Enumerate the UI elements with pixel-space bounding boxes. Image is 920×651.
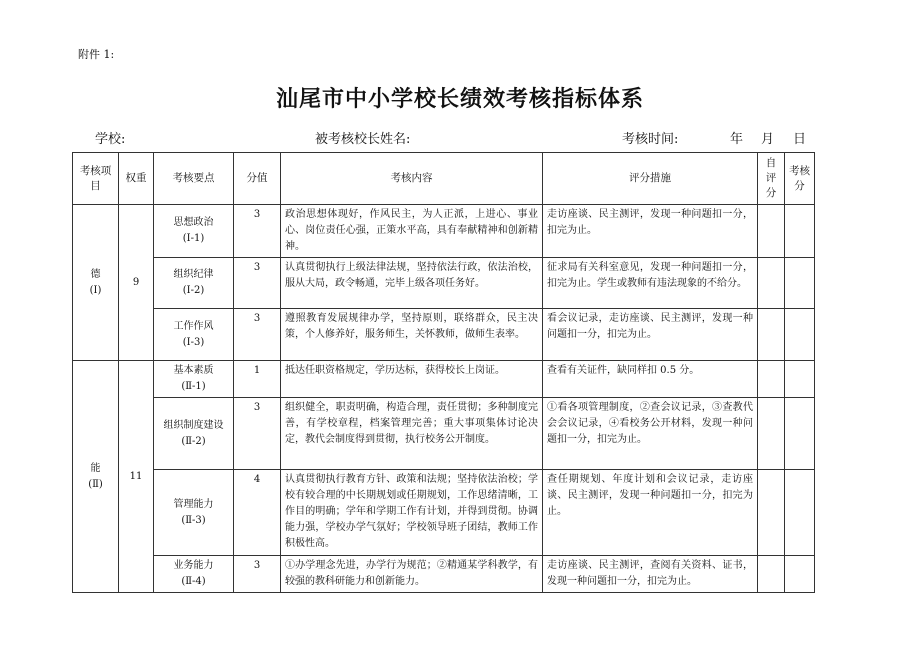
- header-weight: 权重: [119, 153, 154, 205]
- table-row: [73, 398, 815, 470]
- measure-cell: 查任期规划、年度计划和会议记录，走访座谈、民主测评，发现一种问题扣一分，扣完为止。: [543, 470, 758, 556]
- measure-cell: 走访座谈、民主测评，发现一种问题扣一分，扣完为止。: [543, 205, 758, 258]
- year-label: 年: [730, 132, 744, 147]
- header-score: 分值: [234, 153, 281, 205]
- self-score-cell: [758, 361, 785, 398]
- measure-cell: 走访座谈、民主测评，查阅有关资料、证书，发现一种问题扣一分，扣完为止。: [543, 556, 758, 593]
- score-cell: 3: [234, 398, 281, 470]
- weight-cell: 11: [119, 361, 154, 593]
- point-cell: [154, 470, 234, 556]
- point-cell: [154, 556, 234, 593]
- measure-cell: 查看有关证件，缺同样扣 0.5 分。: [543, 361, 758, 398]
- document-title: 汕尾市中小学校长绩效考核指标体系: [275, 86, 644, 112]
- score-cell: 4: [234, 470, 281, 556]
- project-cell: [73, 361, 119, 593]
- point-name: 组织制度建设: [163, 419, 224, 431]
- score-cell: 1: [234, 361, 281, 398]
- content-cell: 政治思想体现好，作风民主，为人正派，上进心、事业心、岗位责任心强，正策水平高，具有奉献精神和创新精神。: [281, 205, 543, 258]
- school-label: 学校:: [95, 132, 126, 147]
- header-self-score: 自评分: [758, 153, 785, 205]
- project-code: (Ⅱ): [88, 478, 103, 490]
- table-row: [73, 258, 815, 309]
- project-name: 能: [90, 462, 101, 474]
- point-cell: [154, 398, 234, 470]
- content-cell: 认真贯彻执行教育方针、政策和法规；坚持依法治校；学校有较合理的中长期规划或任期规划，工作思绪清晰，工作目的明确；学年和学期工作有计划，并得到贯彻。协调能力强，学校办学气氛好；学校领导班子团结，教师工作积极性高。: [281, 470, 543, 556]
- point-code: (Ⅱ-4): [181, 576, 206, 587]
- score-cell: 3: [234, 309, 281, 361]
- assess-score-cell: [785, 470, 815, 556]
- measure-cell: 征求局有关科室意见，发现一种问题扣一分，扣完为止。学生或教师有违法现象的不给分。: [543, 258, 758, 309]
- month-label: 月: [761, 132, 775, 147]
- table-header-row: [73, 153, 815, 205]
- point-code: (Ⅱ-3): [181, 514, 206, 526]
- header-content: 考核内容: [281, 153, 543, 205]
- principal-name-label: 被考核校长姓名:: [315, 132, 411, 147]
- self-score-cell: [758, 258, 785, 309]
- point-code: (Ⅱ-2): [181, 435, 206, 447]
- weight-cell: 9: [119, 205, 154, 361]
- point-cell: [154, 361, 234, 398]
- point-cell: [154, 309, 234, 361]
- table-row: [73, 470, 815, 556]
- assess-score-cell: [785, 309, 815, 361]
- table-row: [73, 556, 815, 593]
- project-name: 德: [90, 268, 101, 280]
- project-cell: [73, 205, 119, 361]
- measure-cell: 看会议记录，走访座谈、民主测评，发现一种问题扣一分，扣完为止。: [543, 309, 758, 361]
- content-cell: 认真贯彻执行上级法律法规，坚持依法行政，依法治校，服从大局，政令畅通，完毕上级各项任务好。: [281, 258, 543, 309]
- header-assess-score: 考核分: [785, 153, 815, 205]
- header-measures: 评分措施: [543, 153, 758, 205]
- point-code: (Ⅰ-1): [182, 233, 205, 244]
- assess-score-cell: [785, 258, 815, 309]
- assess-score-cell: [785, 361, 815, 398]
- header-project: 考核项目: [73, 153, 119, 205]
- content-cell: ①办学理念先进，办学行为规范；②精通某学科教学，有较强的教科研能力和创新能力。: [281, 556, 543, 593]
- assess-score-cell: [785, 556, 815, 593]
- assessment-time-label: 考核时间:: [622, 132, 679, 147]
- point-name: 管理能力: [173, 498, 214, 510]
- self-score-cell: [758, 309, 785, 361]
- content-cell: 抵达任职资格规定，学历达标，获得校长上岗证。: [281, 361, 543, 398]
- point-cell: [154, 258, 234, 309]
- assess-score-cell: [785, 398, 815, 470]
- score-cell: 3: [234, 205, 281, 258]
- attachment-label: 附件 1:: [78, 48, 115, 61]
- assessment-table: [72, 152, 815, 593]
- point-code: (Ⅰ-3): [182, 336, 205, 348]
- project-code: (Ⅰ): [89, 284, 102, 296]
- self-score-cell: [758, 470, 785, 556]
- table-row: [73, 205, 815, 258]
- point-code: (Ⅱ-1): [181, 381, 206, 392]
- self-score-cell: [758, 398, 785, 470]
- table-row: [73, 309, 815, 361]
- point-name: 思想政治: [173, 217, 214, 228]
- point-name: 业务能力: [173, 560, 214, 571]
- header-points: 考核要点: [154, 153, 234, 205]
- measure-cell: ①看各项管理制度，②查会议记录，③查教代会会议记录，④看校务公开材料，发现一种问题扣一分，扣完为止。: [543, 398, 758, 470]
- point-name: 工作作风: [173, 320, 214, 332]
- day-label: 日: [793, 132, 807, 147]
- point-cell: [154, 205, 234, 258]
- score-cell: 3: [234, 556, 281, 593]
- assess-score-cell: [785, 205, 815, 258]
- point-name: 组织纪律: [173, 269, 214, 280]
- self-score-cell: [758, 205, 785, 258]
- content-cell: 遵照教育发展规律办学，坚持原则，联络群众，民主决策，个人修养好，服务师生，关怀教师，做师生表率。: [281, 309, 543, 361]
- table-row: [73, 361, 815, 398]
- point-code: (Ⅰ-2): [182, 285, 205, 296]
- score-cell: 3: [234, 258, 281, 309]
- self-score-cell: [758, 556, 785, 593]
- content-cell: 组织健全，职责明确，构造合理，责任贯彻；多种制度完善，有学校章程，档案管理完善；重大事项集体讨论决定，教代会制度得到贯彻，执行校务公开制度。: [281, 398, 543, 470]
- point-name: 基本素质: [173, 365, 214, 376]
